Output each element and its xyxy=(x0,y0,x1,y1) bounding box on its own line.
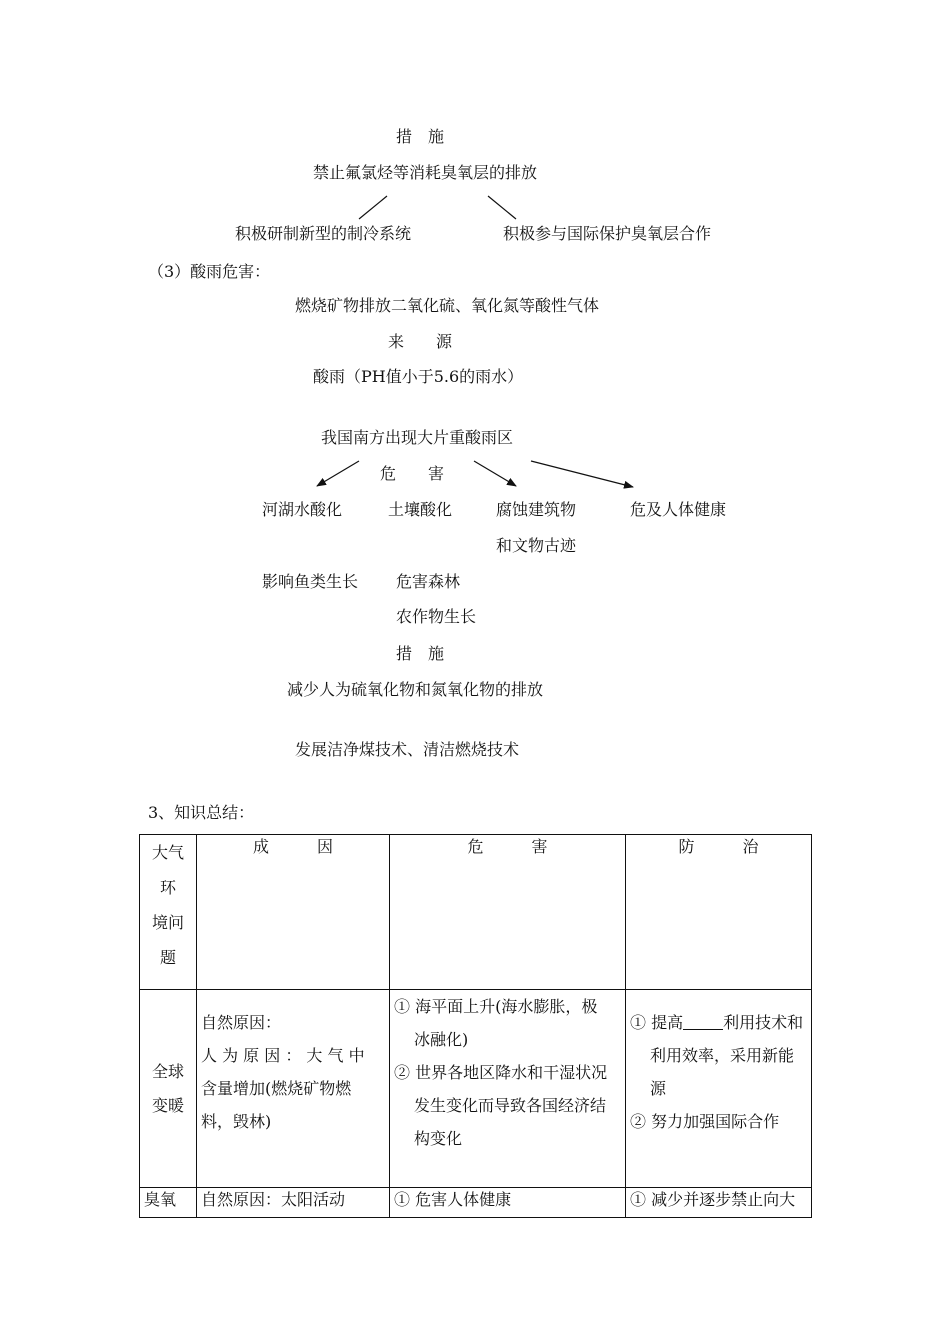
row-issue-global-warming: 全球 变暖 xyxy=(140,990,197,1188)
acid-rain-source-label: 来 源 xyxy=(388,332,453,351)
harm-arrow-3 xyxy=(474,461,516,486)
row-harm-ozone: ① 危害人体健康 xyxy=(390,1188,626,1218)
ozone-sub-measure-left: 积极研制新型的制冷系统 xyxy=(235,224,412,243)
ozone-measures-label: 措 施 xyxy=(396,127,445,146)
acid-rain-source-text: 燃烧矿物排放二氧化硫、氧化氮等酸性气体 xyxy=(295,296,600,315)
header-issue: 大气 环 境问 题 xyxy=(140,835,197,990)
acid-rain-region: 我国南方出现大片重酸雨区 xyxy=(321,428,514,447)
ozone-connector-left xyxy=(359,196,387,219)
summary-heading: 3、知识总结： xyxy=(148,803,255,822)
ozone-main-measure: 禁止氟氯烃等消耗臭氧层的排放 xyxy=(313,163,538,182)
header-cause: 成 因 xyxy=(197,835,390,990)
acid-rain-measures-label: 措 施 xyxy=(396,644,445,663)
harm-soil-acidification: 土壤酸化 xyxy=(388,500,453,519)
harm-water-acidification: 河湖水酸化 xyxy=(262,500,343,519)
row-issue-ozone: 臭氧 xyxy=(140,1188,197,1218)
summary-table xyxy=(139,834,812,1218)
effect-forest-line2: 农作物生长 xyxy=(396,607,477,626)
table-row xyxy=(140,990,812,1188)
acid-rain-heading: （3）酸雨危害： xyxy=(148,262,271,281)
harm-buildings-line2: 和文物古迹 xyxy=(496,536,577,555)
header-harm: 危 害 xyxy=(390,835,626,990)
acid-rain-definition: 酸雨（PH值小于5.6的雨水） xyxy=(313,367,524,386)
row-cause-global-warming: 自然原因： 人 为 原 因 ： 大 气 中 含量增加(燃烧矿物燃 料，毁林) xyxy=(197,990,390,1188)
fill-in-blank[interactable] xyxy=(683,1013,723,1030)
header-prevention: 防 治 xyxy=(626,835,812,990)
row-cause-ozone: 自然原因：太阳活动 xyxy=(197,1188,390,1218)
acid-rain-harm-label: 危 害 xyxy=(380,464,445,483)
acid-rain-measure-2: 发展洁净煤技术、清洁燃烧技术 xyxy=(295,740,520,759)
effect-fish-growth: 影响鱼类生长 xyxy=(262,572,359,591)
harm-buildings-line1: 腐蚀建筑物 xyxy=(496,500,577,519)
summary-header-row xyxy=(140,835,812,990)
ozone-connector-right xyxy=(488,196,516,219)
acid-rain-measure-1: 减少人为硫氧化物和氮氧化物的排放 xyxy=(287,680,544,699)
ozone-sub-measure-right: 积极参与国际保护臭氧层合作 xyxy=(503,224,712,243)
row-harm-global-warming: ① 海平面上升(海水膨胀，极 冰融化) ② 世界各地区降水和干湿状况 发生变化而导致各国经济结 构变化 xyxy=(390,990,626,1188)
effect-forest-line1: 危害森林 xyxy=(396,572,461,591)
row-prevention-ozone: ① 减少并逐步禁止向大 xyxy=(626,1188,812,1218)
harm-arrow-1 xyxy=(317,461,359,486)
table-row xyxy=(140,1188,812,1218)
harm-human-health: 危及人体健康 xyxy=(630,500,727,519)
harm-arrow-4 xyxy=(531,461,633,487)
row-prevention-global-warming: ① 提高 利用技术和 利用效率，采用新能 源 ② 努力加强国际合作 xyxy=(626,990,812,1188)
